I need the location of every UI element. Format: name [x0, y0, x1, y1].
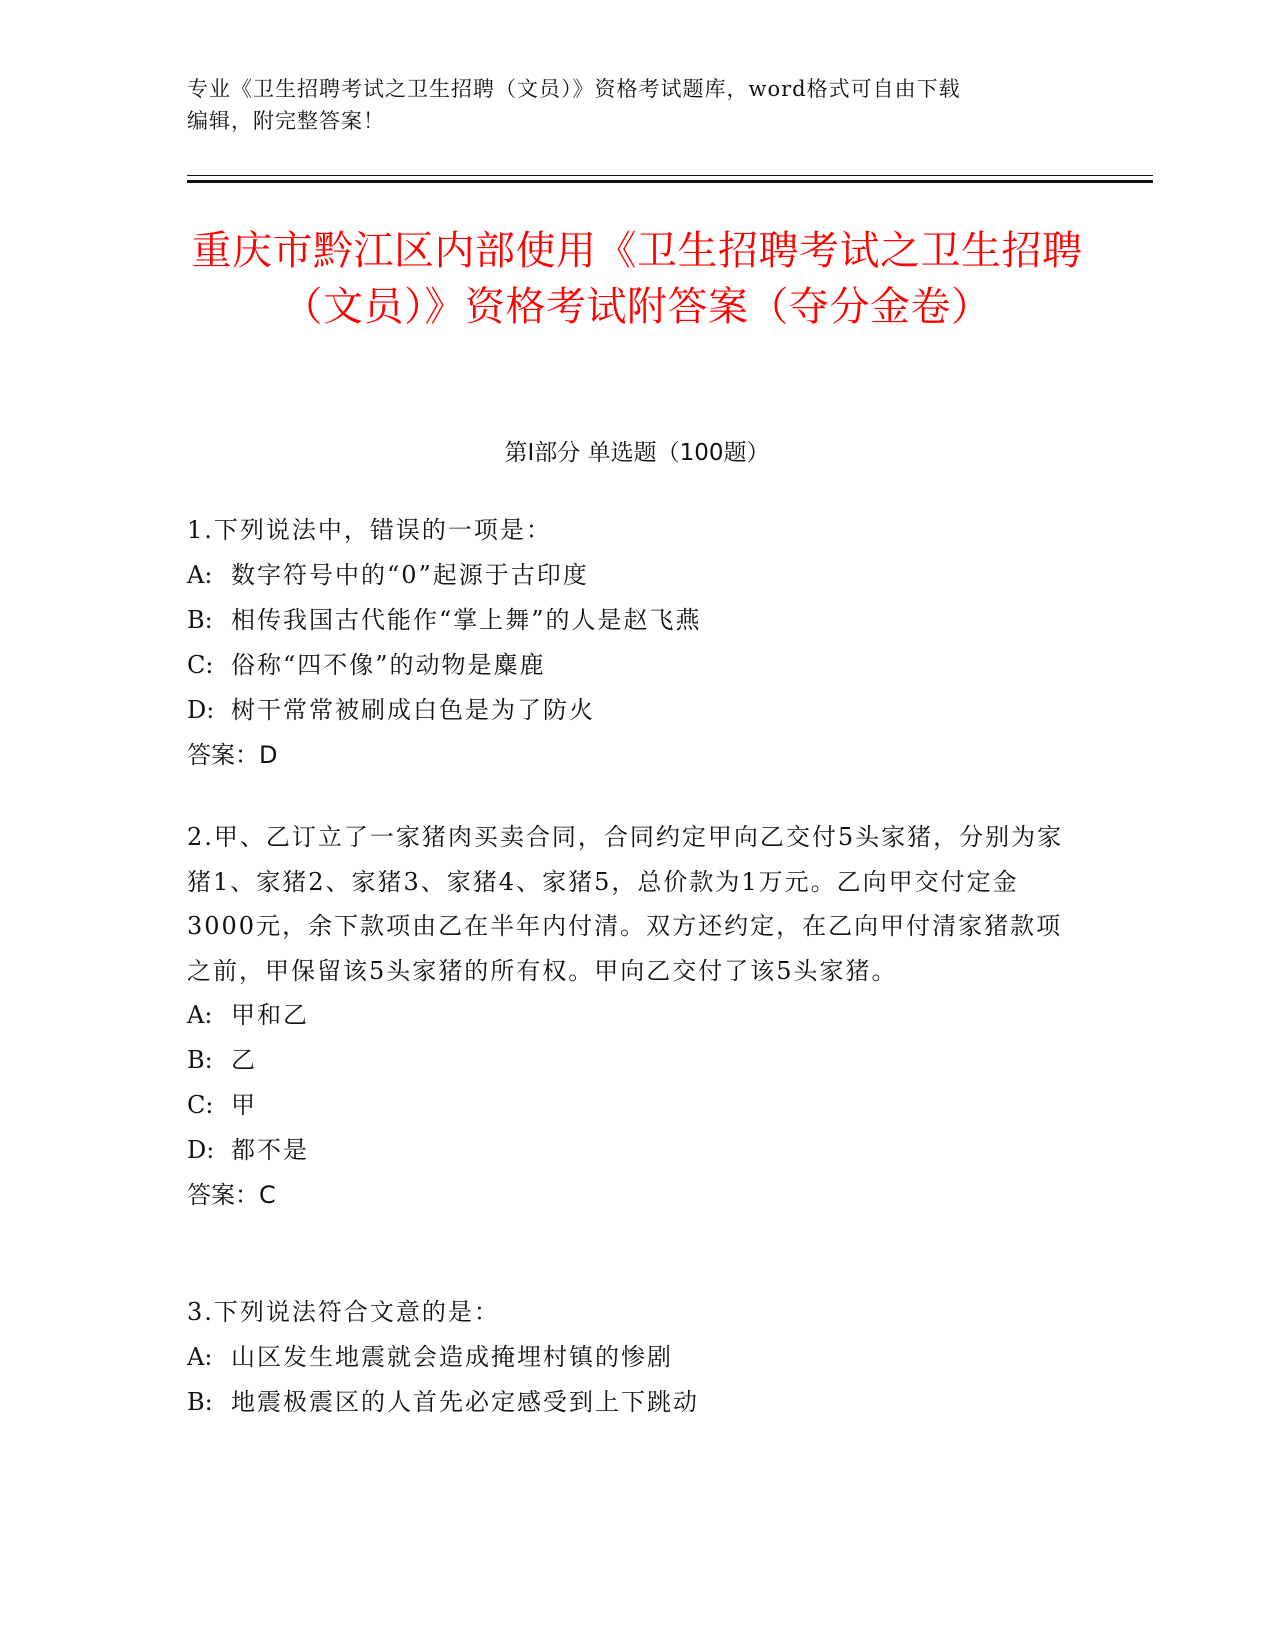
option-c — [187, 1083, 1087, 1128]
option-letter: C: — [187, 650, 214, 679]
question-stem: 2.甲、乙订立了一家猪肉买卖合同，合同约定甲向乙交付5头家猪，分别为家猪1、家猪2、家猪3、家猪4、家猪5，总价款为1万元。乙向甲交付定金3000元，余下款项由乙在半年内付清。双方还约定，在乙向甲付清家猪款项之前，甲保留该5头家猪的所有权。甲向乙交付了该5头家猪。 — [187, 823, 1064, 985]
option-text: 俗称“四不像”的动物是麋鹿 — [231, 650, 546, 679]
option-text: 地震极震区的人首先必定感受到上下跳动 — [231, 1387, 699, 1416]
option-d — [187, 1128, 1087, 1173]
option-b — [187, 598, 1087, 643]
option-letter: D: — [187, 695, 215, 724]
option-a — [187, 553, 1087, 598]
header-line-1: 专业《卫生招聘考试之卫生招聘（文员）》资格考试题库，word格式可自由下载 — [187, 77, 961, 101]
option-text: 山区发生地震就会造成掩埋村镇的惨剧 — [231, 1342, 673, 1371]
option-text: 都不是 — [231, 1136, 309, 1164]
option-text: 甲 — [231, 1091, 257, 1119]
option-text: 数字符号中的“0”起源于古印度 — [231, 560, 589, 589]
option-b — [187, 1038, 1087, 1083]
document-title: 重庆市黔江区内部使用《卫生招聘考试之卫生招聘（文员）》资格考试附答案（夺分金卷） — [191, 228, 1083, 330]
header-rule-thick — [187, 180, 1153, 183]
option-b — [187, 1380, 1087, 1425]
option-text: 树干常常被刷成白色是为了防火 — [231, 695, 595, 724]
header-line-2: 编辑，附完整答案！ — [187, 109, 385, 133]
question-3 — [187, 1290, 1087, 1425]
option-text: 乙 — [231, 1046, 257, 1074]
option-letter: B: — [187, 1387, 213, 1416]
option-letter: C: — [187, 1091, 214, 1119]
option-letter: A: — [187, 1342, 213, 1371]
option-text: 甲和乙 — [231, 1001, 309, 1029]
header-rule-thin — [187, 175, 1153, 176]
option-a — [187, 1335, 1087, 1380]
question-stem: 1.下列说法中，错误的一项是： — [187, 516, 552, 544]
section-heading: 第Ⅰ部分 单选题（100题） — [504, 440, 770, 466]
option-d — [187, 688, 1087, 733]
option-text: 相传我国古代能作“掌上舞”的人是赵飞燕 — [231, 605, 702, 634]
option-letter: D: — [187, 1136, 215, 1164]
option-letter: A: — [187, 1001, 213, 1029]
option-letter: B: — [187, 1046, 213, 1074]
option-letter: A: — [187, 560, 213, 589]
question-1 — [187, 508, 1087, 778]
answer-line: 答案：C — [187, 1181, 276, 1209]
option-c — [187, 643, 1087, 688]
question-stem: 3.下列说法符合文意的是： — [187, 1298, 500, 1326]
question-2 — [187, 815, 1087, 1218]
page-header — [187, 73, 1087, 137]
option-letter: B: — [187, 605, 213, 634]
answer-line: 答案：D — [187, 740, 278, 769]
option-a — [187, 993, 1087, 1038]
